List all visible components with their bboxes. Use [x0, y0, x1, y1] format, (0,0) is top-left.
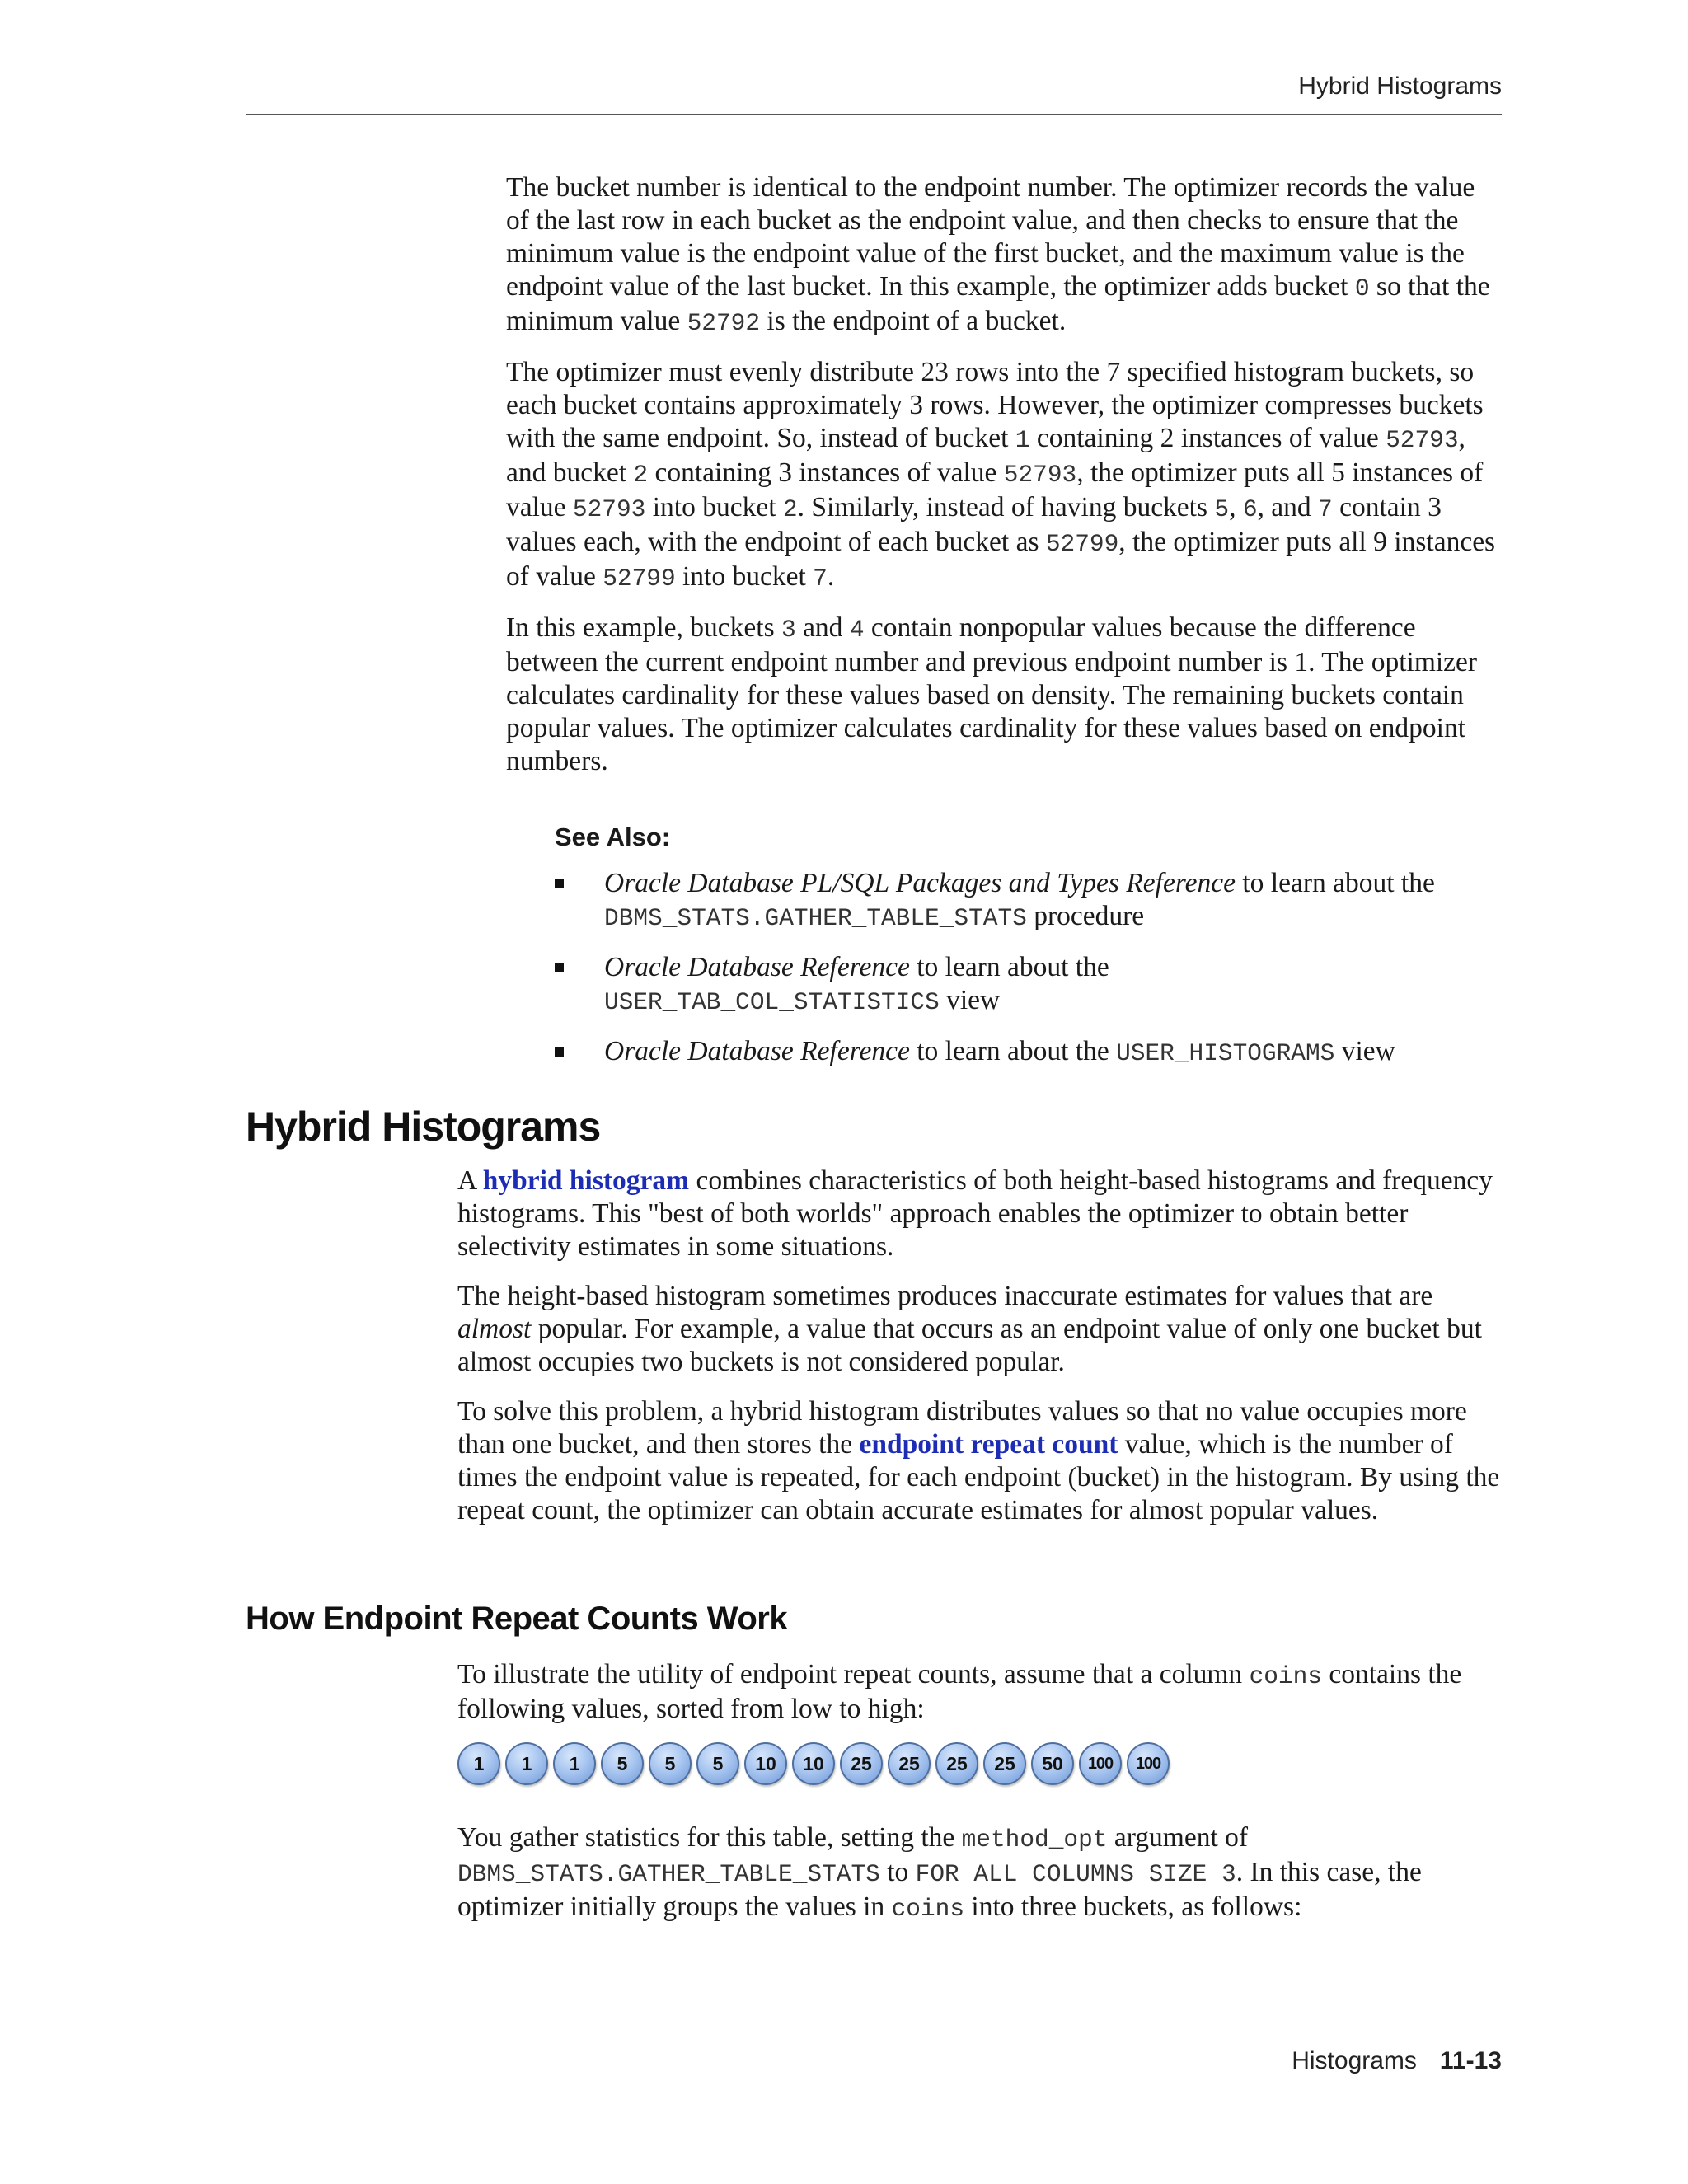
coin-icon: 100: [1079, 1742, 1122, 1785]
page-footer: [1292, 2047, 1502, 2075]
coin-icon: 25: [935, 1742, 978, 1785]
see-also-item: Oracle Database PL/SQL Packages and Types Reference to learn about the DBMS_STATS.GATHER_TABLE_STATS procedure: [555, 867, 1503, 935]
repeat-paragraph-1: To illustrate the utility of endpoint repeat counts, assume that a column coins contains the following values, sorted from low to high:: [457, 1659, 1462, 1724]
intro-paragraph-1: The bucket number is identical to the endpoint number. The optimizer records the value of the last row in each bucket as the endpoint value, and then checks to ensure that the minimum value is the endpoint value of the first bucket, and the maximum value is the endpoint value of the last bucket. In this example, the optimizer adds bucket 0 so that the minimum value 52792 is the endpoint of a bucket.: [506, 172, 1490, 337]
intro-section: [506, 171, 1503, 794]
coin-icon: 5: [649, 1742, 692, 1785]
hybrid-paragraph-2: The height-based histogram sometimes produces inaccurate estimates for values that are almost popular. For example, a value that occurs as an endpoint value of only one bucket but almost occupies two buckets is not considered popular.: [457, 1281, 1482, 1377]
see-also-title: See Also:: [555, 823, 671, 851]
book-link[interactable]: Oracle Database Reference: [604, 952, 910, 982]
footer-chapter: Histograms: [1292, 2047, 1417, 2074]
coin-icon: 1: [553, 1742, 596, 1785]
repeat-paragraph-2: You gather statistics for this table, setting the method_opt argument of DBMS_STATS.GATHER_TABLE_STATS to FOR ALL COLUMNS SIZE 3. In this case, the optimizer initially groups the values in coins into three buckets, as follows:: [457, 1822, 1422, 1923]
glossary-link-endpoint-repeat-count[interactable]: endpoint repeat count: [859, 1429, 1118, 1460]
coin-icon: 25: [983, 1742, 1026, 1785]
coin-icon: 5: [601, 1742, 644, 1785]
coin-icon: 50: [1031, 1742, 1074, 1785]
running-header: Hybrid Histograms: [1298, 73, 1502, 100]
repeat-body: [457, 1821, 1504, 1942]
coin-icon: 1: [457, 1742, 500, 1785]
bullet-icon: [555, 1047, 564, 1057]
repeat-intro: [457, 1658, 1504, 1742]
hybrid-section: [457, 1165, 1504, 1544]
see-also-list: [555, 867, 1503, 1086]
coin-icon: 10: [792, 1742, 835, 1785]
bullet-icon: [555, 879, 564, 888]
coin-icon: 25: [888, 1742, 931, 1785]
section-heading-hybrid-histograms: Hybrid Histograms: [246, 1104, 601, 1150]
coin-icon: 1: [505, 1742, 548, 1785]
page-number: 11-13: [1439, 2047, 1502, 2074]
coin-icon: 100: [1127, 1742, 1170, 1785]
intro-paragraph-2: The optimizer must evenly distribute 23 rows into the 7 specified histogram buckets, so each bucket contains approximately 3 rows. However, the optimizer compresses buckets with the same endpoint. So, instead of bucket 1 containing 2 instances of value 52793, and bucket 2 containing 3 instances of value 52793, the optimizer puts all 5 instances of value 52793 into bucket 2. Similarly, instead of having buckets 5, 6, and 7 contain 3 values each, with the endpoint of each bucket as 52799, the optimizer puts all 9 instances of value 52799 into bucket 7.: [506, 357, 1496, 593]
book-link[interactable]: Oracle Database PL/SQL Packages and Types Reference: [604, 868, 1236, 898]
coin-icon: 10: [744, 1742, 787, 1785]
see-also-item: Oracle Database Reference to learn about the USER_TAB_COL_STATISTICS view: [555, 951, 1503, 1019]
hybrid-paragraph-1: A hybrid histogram combines characteristics of both height-based histograms and frequency histograms. This "best of both worlds" approach enables the optimizer to obtain better selectivity estimates in some situations.: [457, 1165, 1493, 1262]
intro-paragraph-3: In this example, buckets 3 and 4 contain nonpopular values because the difference between the current endpoint number and previous endpoint number is 1. The optimizer calculates cardinality for these values based on density. The remaining buckets contain popular values. The optimizer calculates cardinality for these values based on endpoint numbers.: [506, 612, 1478, 776]
coins-figure: [457, 1742, 1170, 1788]
bullet-icon: [555, 963, 564, 972]
glossary-link-hybrid-histogram[interactable]: hybrid histogram: [482, 1165, 690, 1196]
subsection-heading-endpoint-repeat-counts: How Endpoint Repeat Counts Work: [246, 1601, 788, 1637]
see-also-item: Oracle Database Reference to learn about the USER_HISTOGRAMS view: [555, 1035, 1503, 1070]
coin-icon: 25: [840, 1742, 883, 1785]
coin-icon: 5: [696, 1742, 739, 1785]
header-rule: [246, 114, 1502, 115]
hybrid-paragraph-3: To solve this problem, a hybrid histogram distributes values so that no value occupies more than one bucket, and then stores the endpoint repeat count value, which is the number of times the endpoint value is repeated, for each endpoint (bucket) in the histogram. By using the repeat count, the optimizer can obtain accurate estimates for almost popular values.: [457, 1396, 1500, 1526]
book-link[interactable]: Oracle Database Reference: [604, 1036, 910, 1066]
